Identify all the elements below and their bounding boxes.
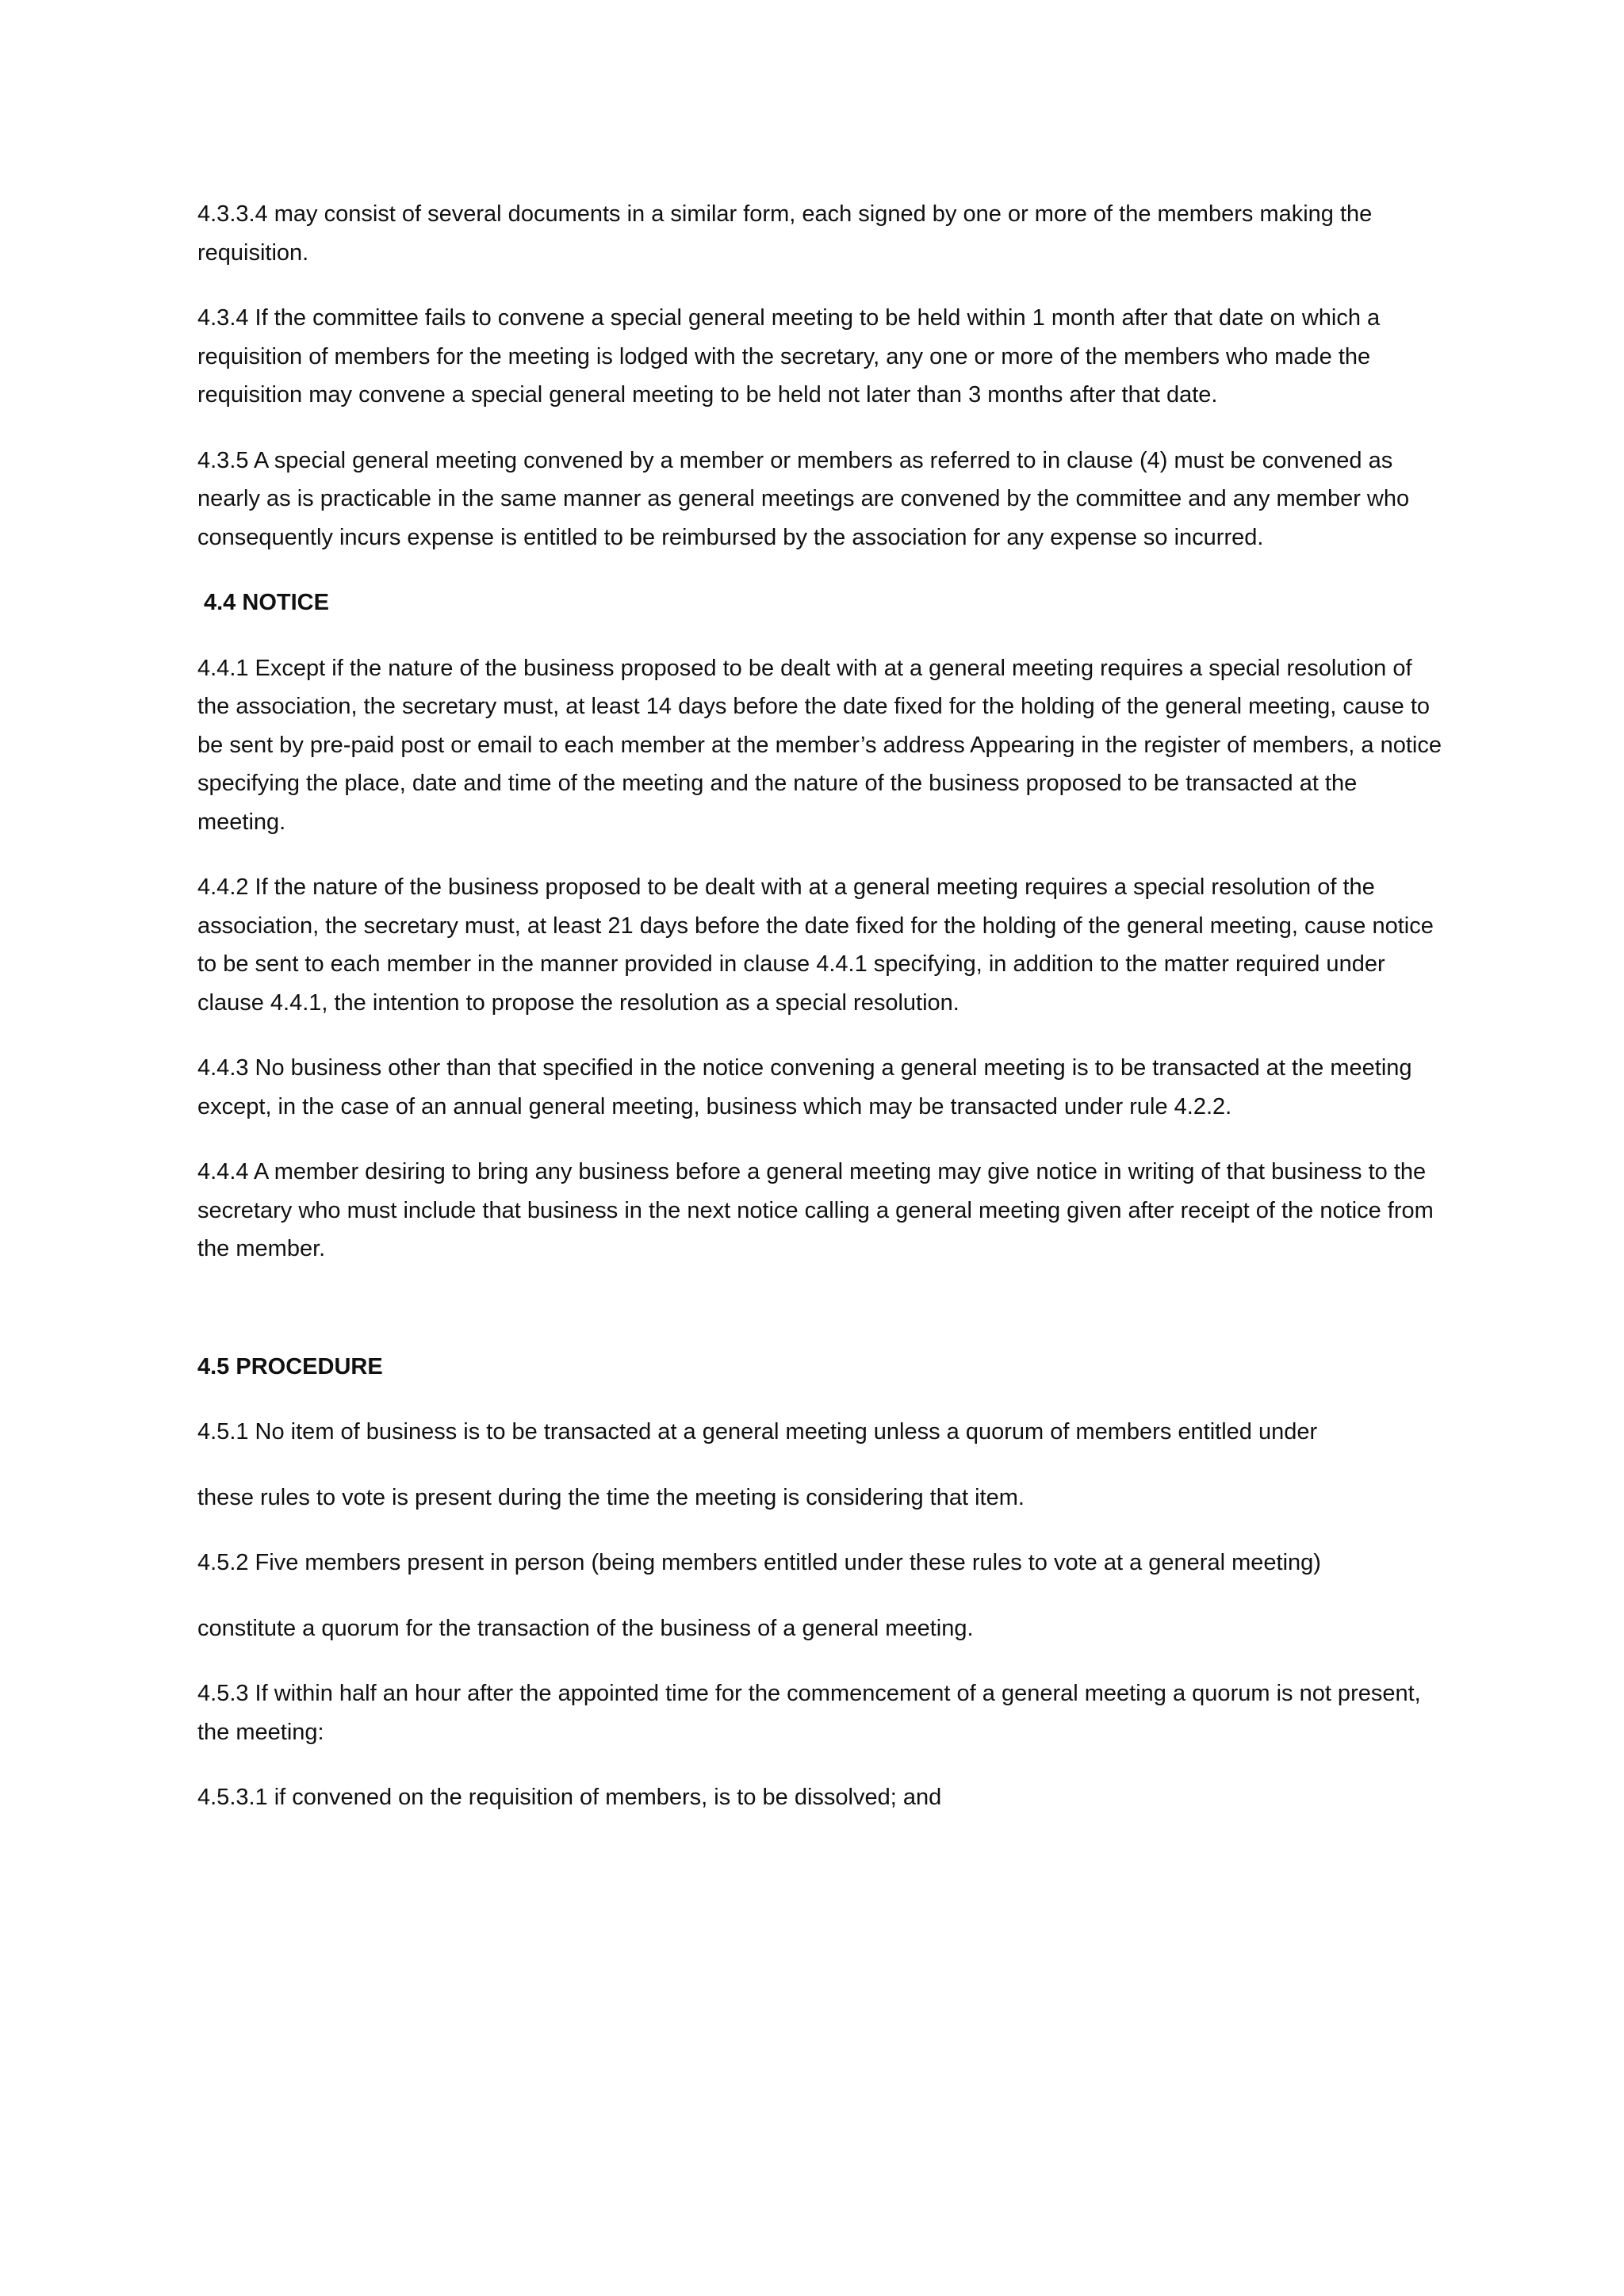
clause-4-3-4: 4.3.4 If the committee fails to convene a special general meeting to be held within 1 month after that date on which a requisition of members for the meeting is lodged with the secretary, any one or more of the members who made the requisition may convene a special general meeting to be held not later than 3 months after that date.	[197, 305, 1381, 408]
section-heading-notice: 4.4 NOTICE	[204, 590, 329, 615]
clause-4-3-3-4: 4.3.3.4 may consist of several documents in a similar form, each signed by one or more of the members making the requisition.	[197, 201, 1373, 266]
clause-4-4-4: 4.4.4 A member desiring to bring any business before a general meeting may give notice in writing of that business to the secretary who must include that business in the next notice calling a general meeting given after receipt of the notice from the member.	[197, 1159, 1434, 1261]
section-heading-procedure: 4.5 PROCEDURE	[197, 1353, 383, 1380]
clause-4-5-1-continued: these rules to vote is present during the time the meeting is considering that item.	[197, 1484, 1025, 1510]
clause-4-5-3-1: 4.5.3.1 if convened on the requisition of members, is to be dissolved; and	[197, 1785, 942, 1810]
clause-4-5-2-continued: constitute a quorum for the transaction of the business of a general meeting.	[197, 1615, 974, 1641]
clause-4-3-5: 4.3.5 A special general meeting convened by a member or members as referred to in clause (4) must be convened as nearly as is practicable in the same manner as general meetings are convened by the committee and any member who consequently incurs expense is entitled to be reimbursed by the association for any expense so incurred.	[197, 447, 1410, 550]
clause-4-4-2: 4.4.2 If the nature of the business proposed to be dealt with at a general meeting requires a special resolution of the association, the secretary must, at least 21 days before the date fixed for the holding of the general meeting, cause notice to be sent to each member in the manner provided in clause 4.4.1 specifying, in addition to the matter required under clause 4.4.1, the intention to propose the resolution as a special resolution.	[197, 874, 1434, 1016]
clause-4-4-3: 4.4.3 No business other than that specified in the notice convening a general meeting is to be transacted at the meeting except, in the case of an annual general meeting, business which may be transacted under rule 4.2.2.	[197, 1055, 1412, 1119]
clause-4-5-3: 4.5.3 If within half an hour after the appointed time for the commencement of a general meeting a quorum is not present, the meeting:	[197, 1681, 1421, 1745]
clause-4-4-1: 4.4.1 Except if the nature of the business proposed to be dealt with at a general meeting requires a special resolution of the association, the secretary must, at least 14 days before the date fixed for the holding of the general meeting, cause to be sent by pre-paid post or email to each member at the member’s address Appearing in the register of members, a notice specifying the place, date and time of the meeting and the nature of the business proposed to be transacted at the meeting.	[197, 655, 1442, 835]
clause-4-5-1: 4.5.1 No item of business is to be transacted at a general meeting unless a quorum of members entitled under	[197, 1419, 1318, 1445]
document-body	[197, 195, 1442, 1844]
clause-4-5-2: 4.5.2 Five members present in person (being members entitled under these rules to vote at a general meeting)	[197, 1550, 1321, 1575]
